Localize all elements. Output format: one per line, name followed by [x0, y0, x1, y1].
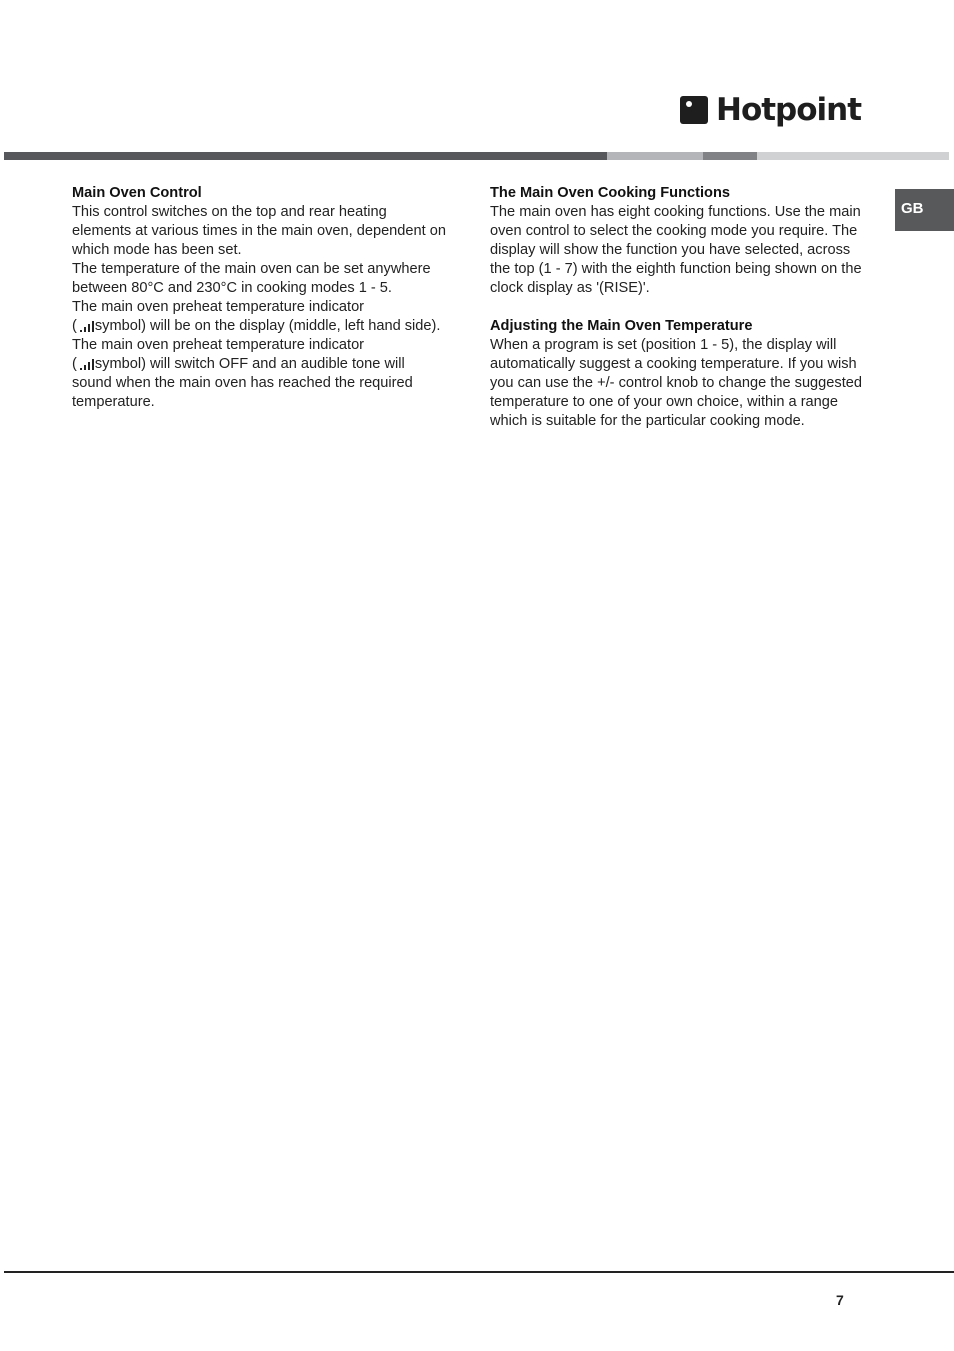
brand-name: Hotpoint	[716, 92, 862, 128]
preheat-indicator-icon	[77, 320, 95, 332]
language-tab: GB	[895, 189, 954, 231]
adjusting-temperature-heading: Adjusting the Main Oven Temperature	[490, 318, 753, 334]
paragraph: The main oven preheat temperature indicator ( symbol) will switch OFF and an audible tone will sound when the main oven has reached the required temperature.	[72, 337, 413, 410]
footer-rule	[4, 1271, 954, 1273]
header-bar-pale	[757, 152, 949, 160]
paragraph-intro: The main oven preheat temperature indicator	[72, 337, 365, 353]
header-bar-light	[607, 152, 703, 160]
paragraph: The main oven has eight cooking functions. Use the main oven control to select the cooking mode you require. The display will show the function you have selected, across the top (1 - 7) with the eighth function being shown on the clock display as '(RISE)'.	[490, 204, 862, 296]
paragraph: When a program is set (position 1 - 5), the display will automatically suggest a cooking temperature. If you wish you can use the +/- control knob to change the suggested temperature to one of your own choice, within a range which is suitable for the particular cooking mode.	[490, 337, 862, 429]
hotpoint-logo-icon	[680, 96, 708, 124]
main-oven-control-heading: Main Oven Control	[72, 185, 202, 201]
hotpoint-logo	[680, 90, 861, 130]
header-bar-mid	[703, 152, 757, 160]
paragraph: The temperature of the main oven can be set anywhere between 80°C and 230°C in cooking modes 1 - 5.	[72, 261, 431, 296]
preheat-indicator-icon	[77, 358, 95, 370]
paragraph-intro: The main oven preheat temperature indicator	[72, 299, 365, 315]
spacer	[490, 298, 864, 317]
cooking-functions-heading: The Main Oven Cooking Functions	[490, 185, 730, 201]
paragraph-rest: symbol) will be on the display (middle, left hand side).	[94, 318, 441, 334]
header-bar-dark	[4, 152, 607, 160]
right-column	[490, 184, 864, 431]
paragraph: The main oven preheat temperature indicator ( symbol) will be on the display (middle, left hand side).	[72, 299, 441, 334]
paragraph-rest: symbol) will switch OFF and an audible tone will sound when the main oven has reached the required temperature.	[72, 356, 413, 410]
paragraph: This control switches on the top and rear heating elements at various times in the main oven, dependent on which mode has been set.	[72, 204, 446, 258]
left-column	[72, 184, 446, 412]
page-number: 7	[836, 1292, 844, 1308]
